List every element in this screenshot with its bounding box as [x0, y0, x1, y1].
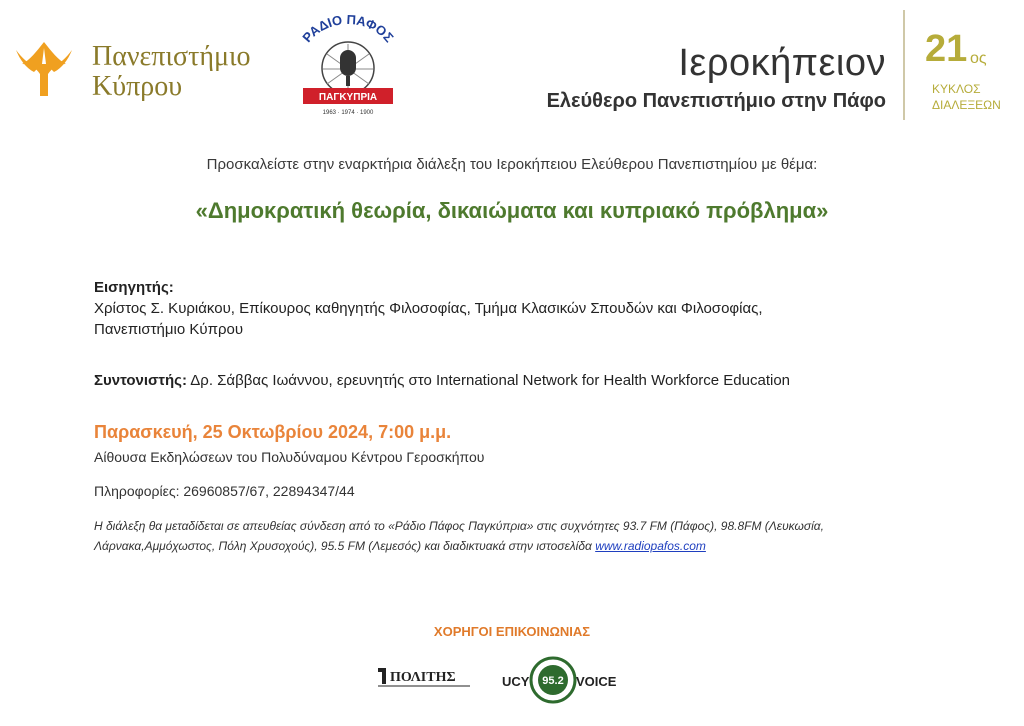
cycle-label-line1: ΚΥΚΛΟΣ [932, 82, 981, 96]
radio-pafos-logo [287, 14, 409, 118]
broadcast-note [94, 516, 944, 556]
ucy-voice-frequency: 95.2 [542, 675, 564, 687]
coordinator-label: Συντονιστής: [94, 372, 187, 389]
invitation-text: Προσκαλείστε στην εναρκτήρια διάλεξη του Ιεροκήπειου Ελεύθερου Πανεπιστημίου με θέμα: [206, 156, 818, 173]
ucy-voice-right: VOICE [576, 674, 617, 689]
ucy-name-line2: Κύπρου [92, 71, 183, 102]
politis-logo [376, 664, 472, 690]
ucy-name [92, 42, 251, 102]
header-divider [903, 10, 905, 120]
ucy-voice-left: UCY [502, 674, 530, 689]
sponsors-title: ΧΟΡΗΓΟΙ ΕΠΙΚΟΙΝΩΝΙΑΣ [433, 624, 591, 639]
ucy-voice-logo [500, 654, 617, 706]
cycle-number: 21 [925, 28, 968, 70]
cycle-label-line2: ΔΙΑΛΕΞΕΩΝ [932, 98, 1001, 112]
speaker-label: Εισηγητής: [94, 279, 174, 296]
radio-banner-text: ΠΑΓΚΥΠΡΙΑ [318, 92, 378, 103]
radio-years-text: 1963 · 1974 · 1900 [322, 110, 374, 116]
page-subtitle: Ελεύθερο Πανεπιστήμιο στην Πάφο [546, 90, 886, 112]
ucy-tree-logo [12, 38, 76, 100]
radio-website-link[interactable]: www.radiopafos.com [595, 539, 706, 553]
event-venue: Αίθουσα Εκδηλώσεων του Πολυδύναμου Κέντρου Γεροσκήπου [94, 449, 485, 465]
svg-text:ΡΑΔΙΟ ΠΑΦΟΣ [299, 14, 396, 45]
speaker-line1: Χρίστος Σ. Κυριάκου, Επίκουρος καθηγητής Φιλοσοφίας, Τμήμα Κλασικών Σπουδών και Φιλοσοφίας, [94, 300, 763, 317]
ucy-name-line1: Πανεπιστήμιο [92, 41, 251, 72]
coordinator [94, 370, 790, 391]
coordinator-text: Δρ. Σάββας Ιωάννου, ερευνητής στο International Network for Health Workforce Education [186, 372, 791, 389]
broadcast-text: Η διάλεξη θα μεταδίδεται σε απευθείας σύνδεση από το «Ράδιο Πάφος Παγκύπρια» στις συχνότητες 93.7 FM (Πάφος), 98.8FM (Λευκωσία, Λάρνακα,Αμμόχωστος, Πόλη Χρυσοχούς), 95.5 FM (Λεμεσός) και διαδικτυακά στην ιστοσελίδα [94, 519, 824, 553]
event-date: Παρασκευή, 25 Οκτωβρίου 2024, 7:00 μ.μ. [94, 422, 452, 442]
lecture-topic: «Δημοκρατική θεωρία, δικαιώματα και κυπριακό πρόβλημα» [195, 198, 829, 223]
cycle-suffix: ος [970, 50, 987, 67]
speaker-details [94, 298, 934, 340]
page-title: Ιεροκήπειον [678, 42, 886, 84]
politis-logo-text: ΠΟΛΙΤΗΣ [390, 670, 456, 685]
speaker-line2: Πανεπιστήμιο Κύπρου [94, 321, 244, 338]
event-info: Πληροφορίες: 26960857/67, 22894347/44 [94, 483, 355, 499]
radio-arc-text: ΡΑΔΙΟ ΠΑΦΟΣ [299, 14, 397, 46]
